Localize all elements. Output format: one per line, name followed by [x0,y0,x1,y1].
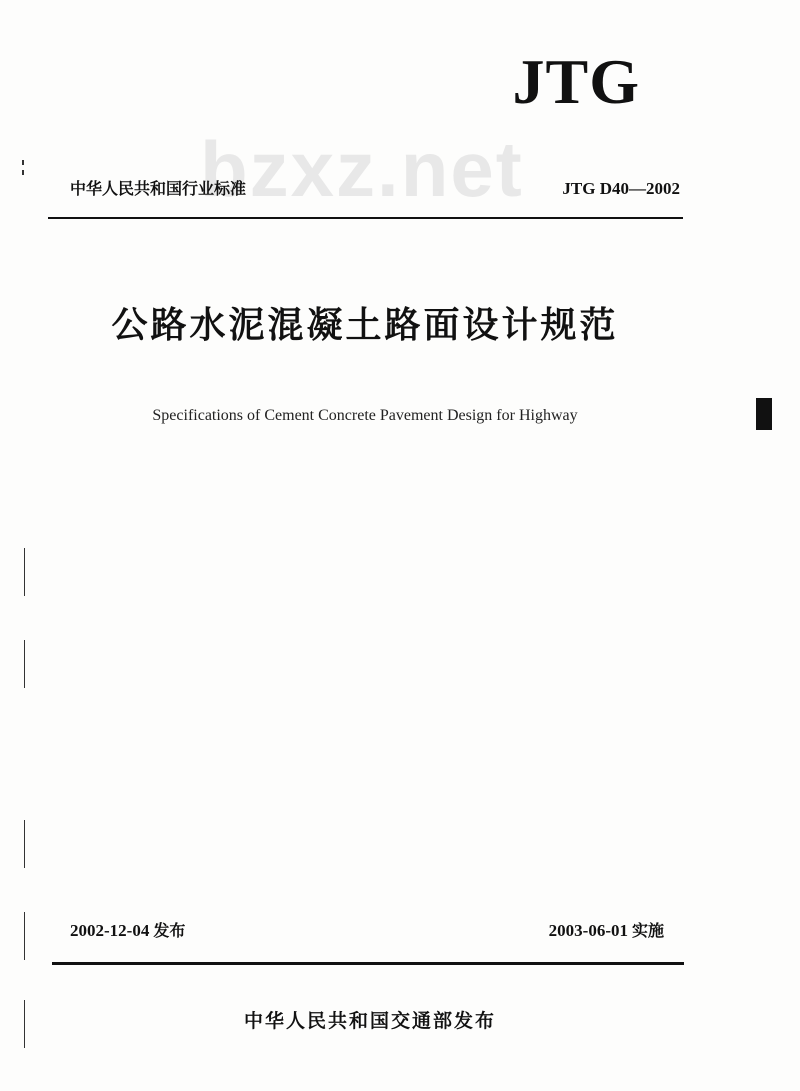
issue-date [70,922,185,939]
standard-type: 中华人民共和国行业标准 [70,179,247,198]
watermark-text: bzxz.net [200,125,524,213]
date-line [70,922,664,939]
scan-mark [24,1000,25,1048]
standard-header-line [70,180,680,197]
scan-mark [24,548,25,596]
edge-tab-mark [756,398,772,430]
bottom-divider [52,962,684,965]
standard-code: JTG D40—2002 [562,179,680,198]
effective-date-label: 实施 [631,921,664,940]
publisher: 中华人民共和国交通部发布 [243,1010,496,1032]
jtg-logo: JTG [512,46,640,117]
effective-date-value: 2003-06-01 [548,921,628,940]
scan-mark [22,170,24,175]
scan-mark [22,160,24,165]
scan-mark [24,912,25,960]
scan-mark [24,640,25,688]
top-divider [48,217,683,219]
effective-date [549,922,664,939]
scan-mark [24,820,25,868]
document-title-english: Specifications of Cement Concrete Pavement Design for Highway [152,407,578,424]
document-title-chinese: 公路水泥混凝土路面设计规范 [111,305,619,346]
issue-date-label: 发布 [153,921,186,940]
issue-date-value: 2002-12-04 [70,921,150,940]
